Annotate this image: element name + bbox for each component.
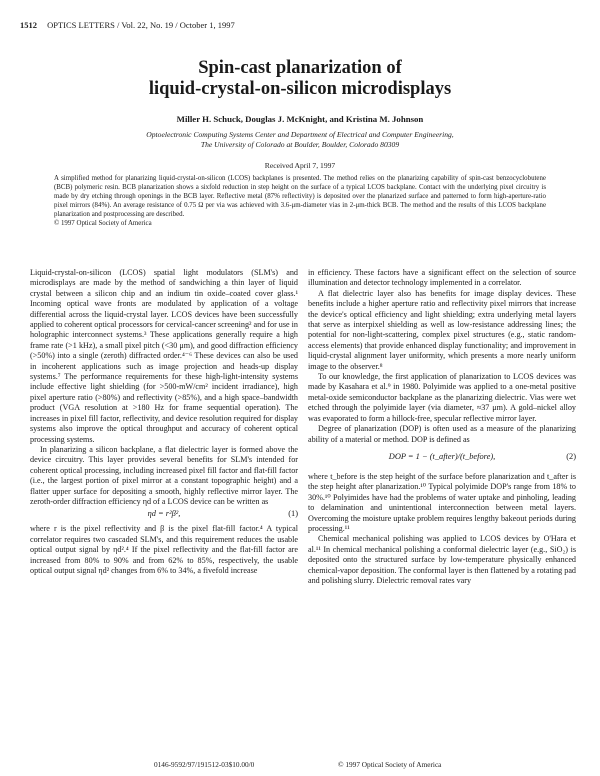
footer-code: 0146-9592/97/191512-03$10.00/0 [154,760,255,769]
right-paragraph-3: To our knowledge, the first application of planarization to LCOS devices was made by Kasahara et al.⁹ in 1980. Polyimide was applied to a one-metal positive metal-oxide semiconductor backplane as the planarizing dielectric. Vias were wet etched through the polyimide layer (via diameter, ≈37 μm). A gold–nickel alloy was evaporated to form a hillock-free, specular reflective mirror layer. [308,372,576,423]
affiliation [0,130,600,150]
paper-title [0,58,600,100]
right-column [308,268,576,586]
right-paragraph-5: where t_before is the step height of the surface before planarization and t_after is the step height after planarization.¹⁰ Typical polyimide DOP's range from 18% to 30%.¹⁰ Polyimides have had the problems of water uptake and pinholing, leading to delamination and unintentional interconnection between metal layers. Overcoming the moisture uptake problem requires lengthy bakeout periods during processing.¹¹ [308,471,576,533]
right-paragraph-6: Chemical mechanical polishing was applied to LCOS devices by O'Hara et al.¹¹ In chemical mechanical polishing a conformal dielectric layer (e.g., SiO₂) is deposited onto the structured surface by low-temperature physically enhanced chemical-vapor deposition. The conformal layer is then flattened by a rotating pad and polishing slurry. Dielectric removal rates vary [308,534,576,585]
left-column [30,268,298,576]
title-line-1: Spin-cast planarization of [198,58,402,78]
affiliation-line-2: The University of Colorado at Boulder, Boulder, Colorado 80309 [200,140,400,149]
right-paragraph-1: in efficiency. These factors have a significant effect on the selection of source illumination and detector technology implemented in a correlator. [308,268,576,288]
equation-2-number: (2) [566,451,576,461]
running-header [20,20,235,30]
received-date: Received April 7, 1997 [264,161,336,170]
author-list: Miller H. Schuck, Douglas J. McKnight, and Kristina M. Johnson [176,114,424,124]
left-paragraph-1: Liquid-crystal-on-silicon (LCOS) spatial light modulators (SLM's) and microdisplays are made by the method of sandwiching a thin layer of liquid crystal between a silicon chip and an indium tin oxide–coated cover glass.¹ Incoming optical wave fronts are modulated by application of a voltage differential across the liquid-crystal layer. LCOS devices have been successfully applied to coherent optical processors for cervical-cancer screening² and for use in holographic interconnect systems.³ These applications generally require a high frame rate (>1 kHz), a small pixel pitch (<30 μm), and good diffraction efficiency (>50%) into a single (zeroth) diffracted order.⁴⁻⁶ These devices can also be used in incoherent applications such as image projection and heads-up display systems.⁷ The performance requirements for these high-light-intensity systems include effective light shielding (for >500-mW/cm² incident irradiance), high pixel aperture ratio (>80%) and reflectivity (>85%), and a high space–bandwidth product (VGA resolution at >180 Hz for frame sequential operation). The increases in pixel fill factor, reflectivity, and device resolution required for display systems also improve the optical throughput and accuracy of coherent optical processing systems. [30,268,298,444]
title-line-2: liquid-crystal-on-silicon microdisplays [148,79,452,99]
abstract-text: A simplified method for planarizing liquid-crystal-on-silicon (LCOS) backplanes is presented. The method relies on the planarizing capability of spin-cast benzocyclobutene (BCB) polymeric resin. BCB planarization shows a sixfold reduction in step height on the surface of a typical LCOS backplane. Contact with the underlying pixel circuitry is made by dry etching through openings in the BCB layer. Reflective metal (87% reflectivity) is deposited over the planarized surface and patterned to form high-aperture-ratio pixel mirrors (84%). An average resistance of 0.75 Ω per via was achieved with 3.6-μm-diameter vias in 2-μm-thick BCB. The method and the results of this LCOS backplane planarization and postprocessing are described. [54,175,546,219]
equation-2 [308,447,576,469]
abstract-copyright: © 1997 Optical Society of America [54,220,152,228]
footer-copyright: © 1997 Optical Society of America [338,760,442,769]
equation-1-number: (1) [288,509,298,519]
affiliation-line-1: Optoelectronic Computing Systems Center and Department of Electrical and Computer Engineering, [146,130,454,139]
right-paragraph-2: A flat dielectric layer also has benefits for image display devices. These benefits include a higher aperture ratio and reflectivity pixel mirrors that increase the device's optical efficiency and light shielding; extra underlying metal layers that serve as interpixel shielding as well as low-resistance addressing lines; the potential for non-light-scattering, complex pixel structures (e.g., static random-access elements) that provide enhanced display functionality; and improvement in liquid-crystal alignment layer uniformity, which presents a more nearly uniform image to the observer.⁸ [308,288,576,371]
equation-1-body: ηd = r²β², [147,509,181,519]
journal-info: OPTICS LETTERS / Vol. 22, No. 19 / October 1, 1997 [47,20,235,30]
right-paragraph-4: Degree of planarization (DOP) is often used as a measure of the planarizing ability of a material or method. DOP is defined as [308,424,576,444]
left-paragraph-2: In planarizing a silicon backplane, a flat dielectric layer is formed above the device circuitry. This layer provides several benefits for SLM's intended for coherent optical processing, including increased pixel fill factor and flat-fill factor (i.e., the largest portion of pixel mirror at a constant topographic height) and a flatter upper surface for depositing a smooth, highly reflective mirror layer. The zeroth-order diffraction efficiency ηd of a LCOS device can be written as [30,444,298,506]
equation-2-body: DOP = 1 − (t_after)/(t_before), [388,451,496,461]
equation-1 [30,509,298,521]
abstract [54,174,546,229]
page-number: 1512 [20,20,37,30]
left-paragraph-3: where r is the pixel reflectivity and β is the pixel flat-fill factor.⁴ A typical correlator requires two cascaded SLM's, and this requirement reduces the usable optical output signal by ηd².⁴ If the pixel reflectivity and the flat-fill factor are increased from 80% to 90% and from 62% to 85%, respectively, the usable optical output signal ηd² changes from 6% to 34%, a fivefold increase [30,524,298,575]
